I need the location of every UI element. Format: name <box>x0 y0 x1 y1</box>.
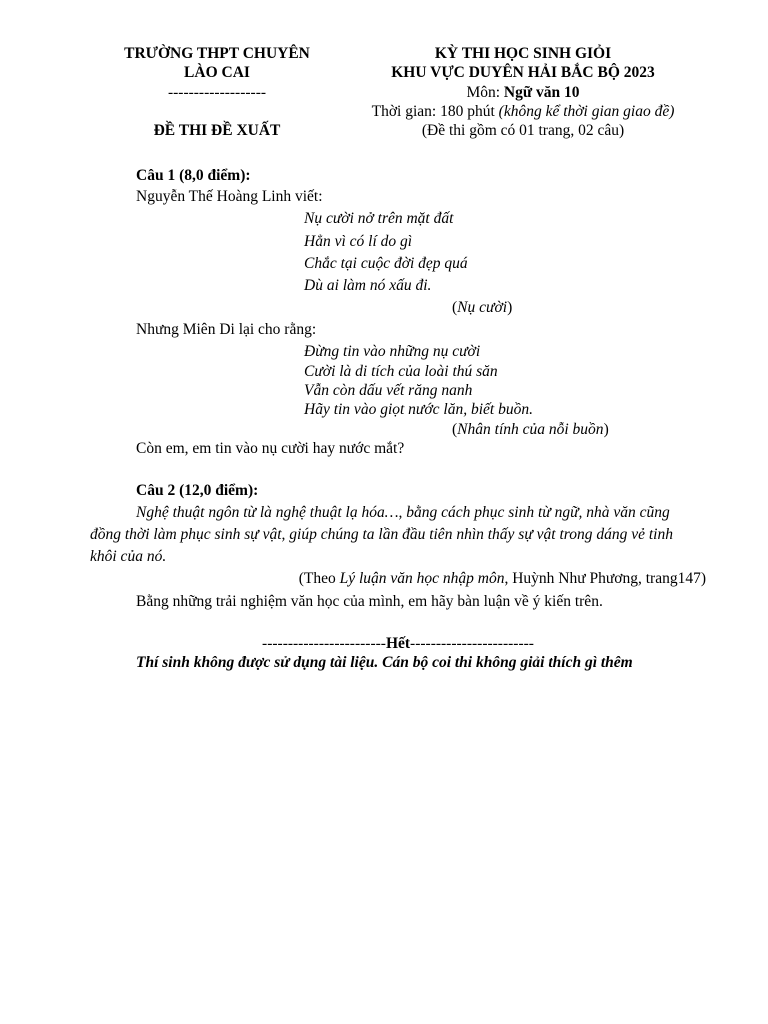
subject-line <box>466 84 579 102</box>
end-marker-right: ------------------------ <box>410 635 534 652</box>
poem1-source-close: ) <box>507 299 513 316</box>
question1-prompt: Còn em, em tin vào nụ cười hay nước mắt? <box>136 440 405 457</box>
poem1-line: Hẳn vì có lí do gì <box>304 233 413 250</box>
time-label: Thời gian: 180 phút <box>371 103 499 120</box>
exam-title-line1: KỲ THI HỌC SINH GIỎI <box>434 45 612 62</box>
poem1-line: Dù ai làm nó xấu đi. <box>304 277 432 294</box>
end-marker-word: Hết <box>385 635 411 652</box>
poem2-line: Cười là di tích của loài thú săn <box>304 363 498 380</box>
time-note: (không kể thời gian giao đề) <box>498 103 675 120</box>
footer-note: Thí sinh không được sử dụng tài liệu. Cán bộ coi thi không giải thích gì thêm <box>136 654 633 671</box>
subject-label: Môn: <box>466 84 504 101</box>
question2-quote-line2: đồng thời làm phục sinh sự vật, giúp chúng ta lần đầu tiên nhìn thấy sự vật trong dáng vẻ tinh <box>90 526 673 543</box>
question2-quote-line1: Nghệ thuật ngôn từ là nghệ thuật lạ hóa…, bằng cách phục sinh từ ngữ, nhà văn cũng <box>136 504 670 521</box>
poem2-line: Vẫn còn dấu vết răng nanh <box>304 382 473 399</box>
question2-citation <box>299 570 706 588</box>
question2-quote-line3: khôi của nó. <box>90 548 167 565</box>
end-marker <box>262 635 534 653</box>
poem1-source-open: ( <box>452 299 458 316</box>
poem2-source-open: ( <box>452 421 458 438</box>
end-marker-left: ------------------------ <box>262 635 386 652</box>
question1-intro1: Nguyễn Thế Hoàng Linh viết: <box>136 188 323 205</box>
poem1-line: Nụ cười nở trên mặt đất <box>304 210 454 227</box>
citation-open: (Theo <box>298 570 340 587</box>
question1-intro2: Nhưng Miên Di lại cho rằng: <box>136 321 317 338</box>
time-line <box>372 103 675 121</box>
subject-value: Ngữ văn 10 <box>503 84 580 101</box>
poem2-source-title: Nhân tính của nỗi buồn <box>457 421 604 438</box>
exam-title-line2: KHU VỰC DUYÊN HẢI BẮC BỘ 2023 <box>391 64 655 81</box>
question2-task: Bằng những trải nghiệm văn học của mình, em hãy bàn luận về ý kiến trên. <box>136 593 603 610</box>
school-name-line1: TRƯỜNG THPT CHUYÊN <box>124 45 310 62</box>
poem1-source-title: Nụ cười <box>457 299 508 316</box>
exam-type: ĐỀ THI ĐỀ XUẤT <box>153 122 281 139</box>
poem2-source <box>452 421 609 439</box>
citation-book: Lý luận văn học nhập môn <box>339 570 505 587</box>
poem2-line: Hãy tin vào giọt nước lăn, biết buồn. <box>304 401 533 418</box>
poem2-line: Đừng tin vào những nụ cười <box>304 343 481 360</box>
poem1-source <box>452 299 512 317</box>
poem1-line: Chắc tại cuộc đời đẹp quá <box>304 255 468 272</box>
header-separator: ------------------- <box>167 84 267 101</box>
school-name-line2: LÀO CAI <box>184 64 250 81</box>
citation-rest: , Huỳnh Như Phương, trang147) <box>504 570 706 587</box>
question1-heading: Câu 1 (8,0 điểm): <box>136 167 251 184</box>
question2-heading: Câu 2 (12,0 điểm): <box>136 482 259 499</box>
poem2-source-close: ) <box>603 421 609 438</box>
pages-note: (Đề thi gồm có 01 trang, 02 câu) <box>421 122 625 139</box>
